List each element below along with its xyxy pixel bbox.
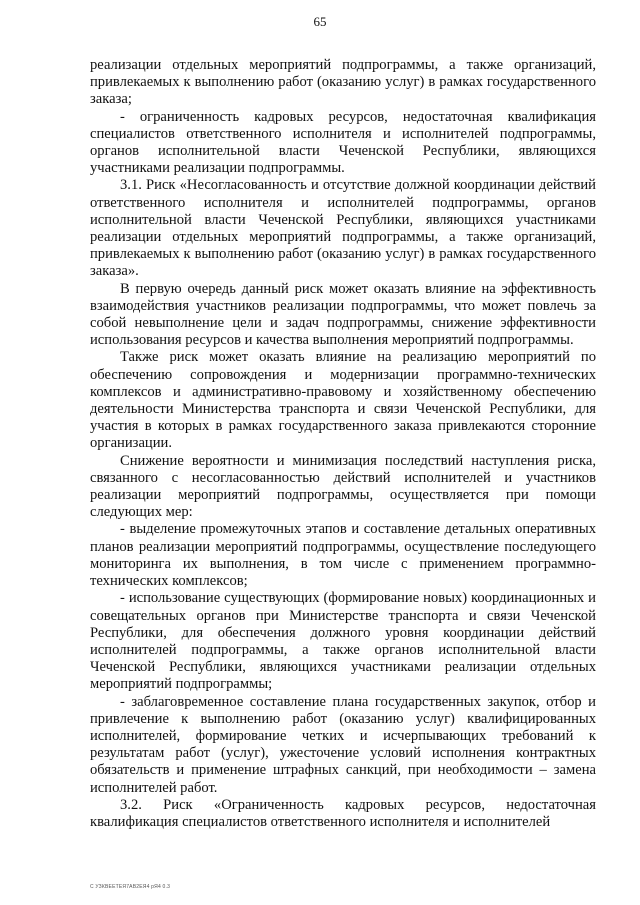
paragraph: В первую очередь данный риск может оказать влияние на эффективность взаимодействия участников реализации подпрограммы, что может повлечь за собой невыполнение цели и задач подпрограммы, снижение эффективности использования ресурсов и качества выполнения мероприятий подпрограммы. — [90, 280, 596, 349]
paragraph: Снижение вероятности и минимизация последствий наступления риска, связанного с несогласованностью действий исполнителей и участников реализации мероприятий подпрограммы, осуществляется при помощи следующих мер: — [90, 452, 596, 521]
paragraph: 3.2. Риск «Ограниченность кадровых ресурсов, недостаточная квалификация специалистов ответственного исполнителя и исполнителей — [90, 796, 596, 830]
body-text — [90, 57, 596, 831]
footer-stamp: С УЗКВЕЕТЕЯ7АВ2ЕЯ4 рЯ4 0.3 — [90, 884, 171, 890]
list-item: - выделение промежуточных этапов и составление детальных оперативных планов реализации мероприятий подпрограммы, осуществление последующего мониторинга их выполнения, в том числе с применением программно-технических комплексов; — [90, 521, 596, 590]
paragraph: 3.1. Риск «Несогласованность и отсутствие должной координации действий ответственного исполнителя и исполнителей подпрограммы, органов исполнительной власти Чеченской Республики, являющихся участниками реализации отдельных мероприятий подпрограммы, а также организаций, привлекаемых к выполнению работ (оказанию услуг) в рамках государственного заказа». — [90, 177, 596, 280]
page-number: 65 — [313, 14, 327, 29]
paragraph: - ограниченность кадровых ресурсов, недостаточная квалификация специалистов ответственного исполнителя и исполнителей подпрограммы, органов исполнительной власти Чеченской Республики, являющихся участниками реализации подпрограммы. — [90, 108, 596, 177]
paragraph: реализации отдельных мероприятий подпрограммы, а также организаций, привлекаемых к выполнению работ (оказанию услуг) в рамках государственного заказа; — [90, 57, 596, 108]
list-item: - заблаговременное составление плана государственных закупок, отбор и привлечение к выполнению работ (оказанию услуг) квалифицированных исполнителей, формирование четких и исчерпывающих требований к результатам работ (услуг), ужесточение условий исполнения контрактных обязательств и применение штрафных санкций, при необходимости – замена исполнителей работ. — [90, 693, 596, 796]
paragraph: Также риск может оказать влияние на реализацию мероприятий по обеспечению сопровождения и модернизации программно-технических комплексов и административно-правовому и хозяйственному обеспечению деятельности Министерства транспорта и связи Чеченской Республики, для участия в которых в рамках государственного заказа привлекаются сторонние организации. — [90, 349, 596, 452]
list-item: - использование существующих (формирование новых) координационных и совещательных органов при Министерстве транспорта и связи Чеченской Республики, для обеспечения должного уровня координации действий исполнителей подпрограммы, а также органов исполнительной власти Чеченской Республики, являющихся участниками реализации отдельных мероприятий подпрограммы; — [90, 590, 596, 693]
